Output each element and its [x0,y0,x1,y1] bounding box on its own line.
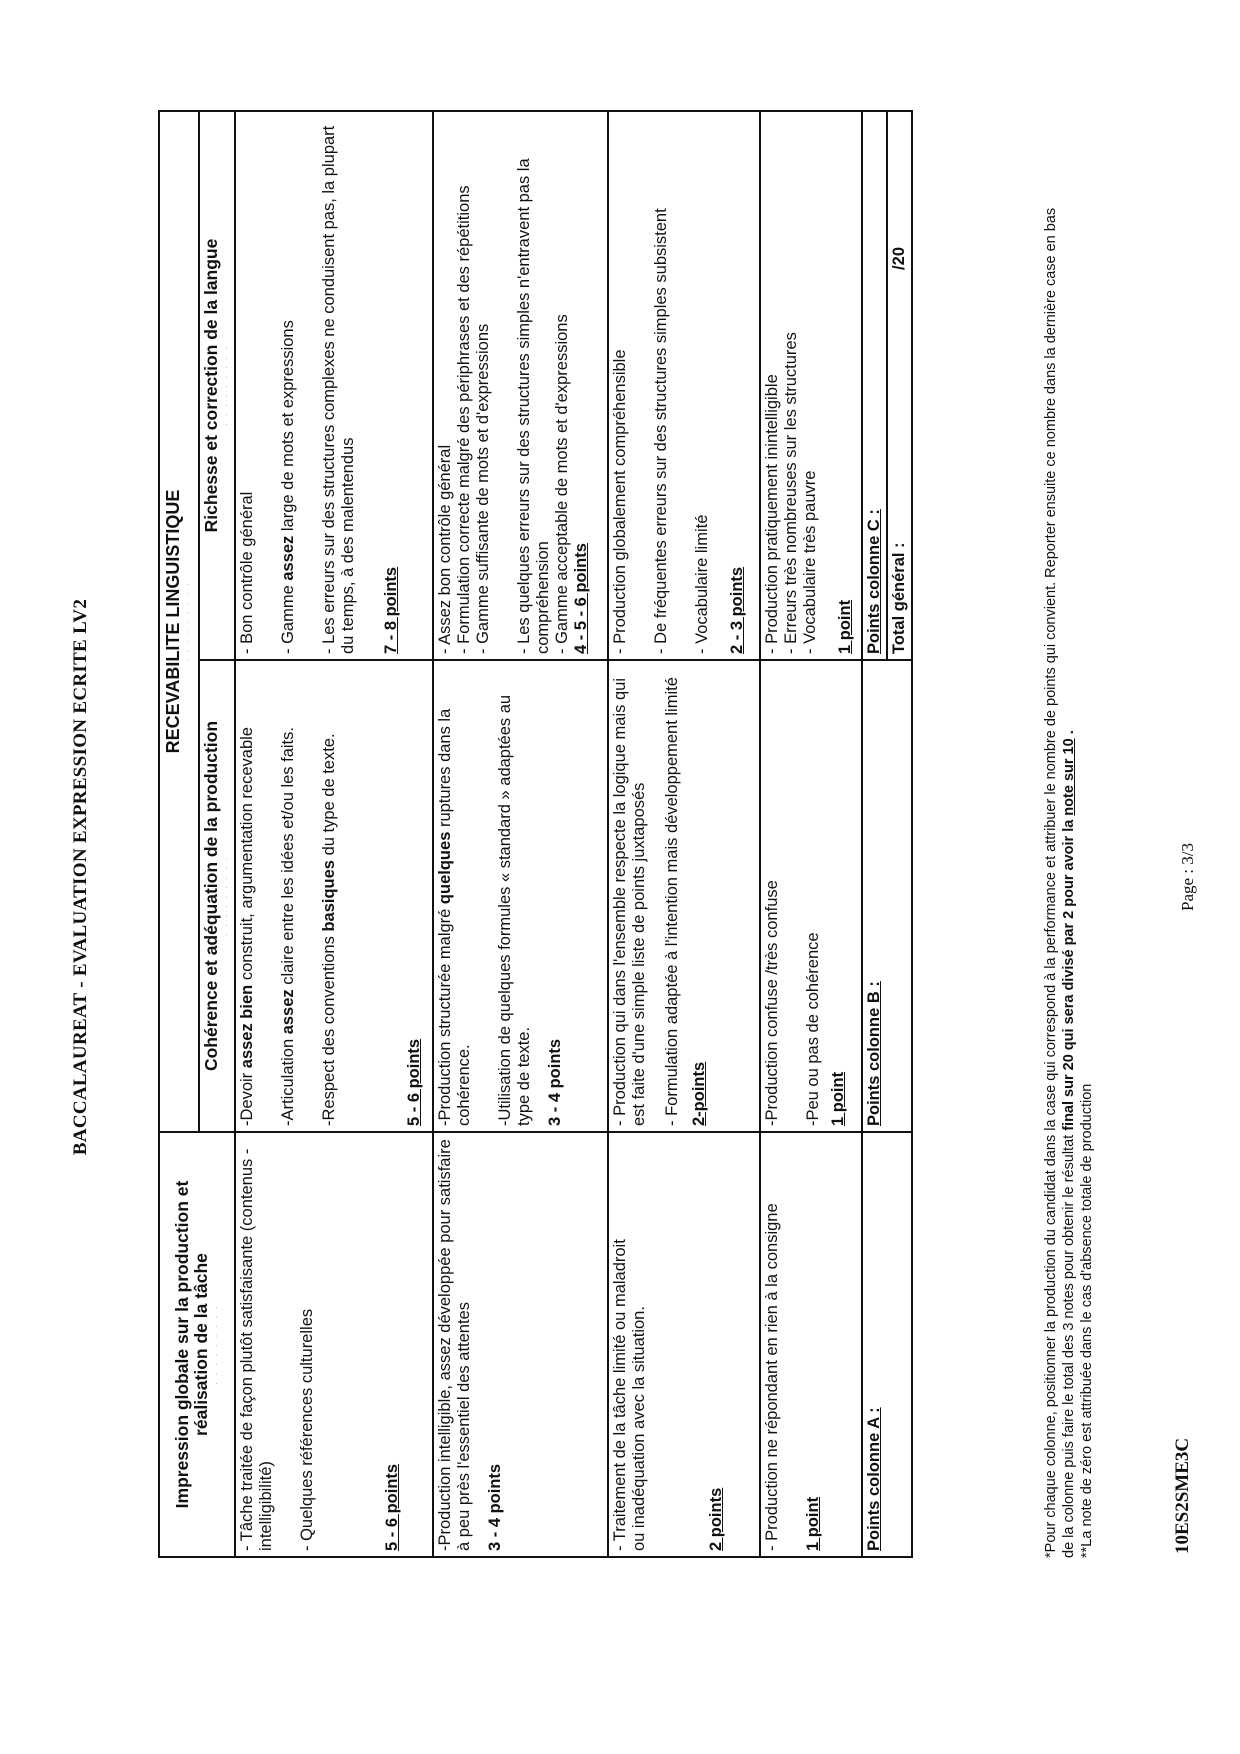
points-col-a: Points colonne A : [862,1132,912,1557]
totals-row [862,111,887,1557]
cell-row1-col-a: - Tâche traitée de façon plutôt satisfaisante (contenus - intelligibilité) - Quelques références culturelles 5 - 6 points [235,1132,433,1557]
cell-row1-col-c: - Bon contrôle général - Gamme assez large de mots et expressions - Les erreurs sur des structures complexes ne conduisent pas, la plupart du temps, à des malentendus 7 - 8 points [235,111,433,660]
cell-row4-col-b: -Production confuse /très confuse -Peu ou pas de cohérence 1 point [760,660,862,1132]
cell-row2-col-c: - Assez bon contrôle général - Formulation correcte malgré des périphrases et des répétitions - Gamme suffisante de mots et d'expressions - Les quelques erreurs sur des structures simples n'entravent pas la compréhension - Gamme acceptable de mots et d'expressions 4 - 5 - 6 points [433,111,608,660]
header-section: RECEVABILITE LINGUISTIQUE · · · · · · · · · [159,111,199,1132]
cell-row2-col-b: -Production structurée malgré quelques ruptures dans la cohérence. -Utilisation de quelques formules « standard » adaptées au type de texte. 3 - 4 points [433,660,608,1132]
header-col-b: Cohérence et adéquation de la production · · · · · · · · · [199,660,235,1132]
table-row [235,111,433,1557]
total-out-of: /20 [890,247,908,270]
cell-row4-col-c: - Production pratiquement inintelligible - Erreurs très nombreuses sur les structures - Vocabulaire très pauvre 1 point [760,111,862,660]
points-col-b: Points colonne B : [862,660,912,1132]
table-row [608,111,760,1557]
page-number: Page : 3/3 [1178,843,1197,911]
document-code: 10ES2SME3C [1172,1437,1193,1554]
header-col-c: Richesse et correction de la langue · · · · · · · · · [199,111,235,660]
cell-row3-col-c: - Production globalement compréhensible - De fréquentes erreurs sur des structures simples subsistent - Vocabulaire limité 2 - 3 points [608,111,760,660]
cell-row3-col-a: - Traitement de la tâche limité ou maladroit ou inadéquation avec la situation. 2 points [608,1132,760,1557]
points-col-c: Points colonne C : [862,111,887,660]
cell-row2-col-a: -Production intelligible, assez développée pour satisfaire à peu près l'essentiel des attentes 3 - 4 points [433,1132,608,1557]
cell-row3-col-b: - Production qui dans l'ensemble respecte la logique mais qui est faite d'une simple liste de points juxtaposés - Formulation adaptée à l'intention mais développement limité 2-points [608,660,760,1132]
table-row [760,111,862,1557]
footnote-1: *Pour chaque colonne, positionner la production du candidat dans la case qui correspond à la performance et attribuer le nombre de points qui convient. Reporter ensuite ce nombre dans la dernière case en bas de la colonne puis faire le total des 3 notes pour obtenir le résultat final sur 20 qui sera divisé par 2 pour avoir la note sur 10 . [1043,207,1077,1558]
footnotes [1042,188,1096,1558]
footnote-2: **La note de zéro est attribuée dans le cas d'absence totale de production [1079,1083,1095,1558]
evaluation-grid [158,110,913,1558]
cell-row4-col-a: - Production ne répondant en rien à la consigne 1 point [760,1132,862,1557]
cell-row1-col-b: -Devoir assez bien construit, argumentation recevable -Articulation assez claire entre les idées et/ou les faits. -Respect des conventions basiques du type de texte. 5 - 6 points [235,660,433,1132]
table-row [433,111,608,1557]
document-title: BACCALAUREAT - EVALUATION EXPRESSION ECRITE LV2 [70,598,91,1156]
total-general: Total général : /20 [887,111,912,660]
header-col-a: Impression globale sur la production et réalisation de la tâche · · · · · · · · · [159,1132,235,1557]
